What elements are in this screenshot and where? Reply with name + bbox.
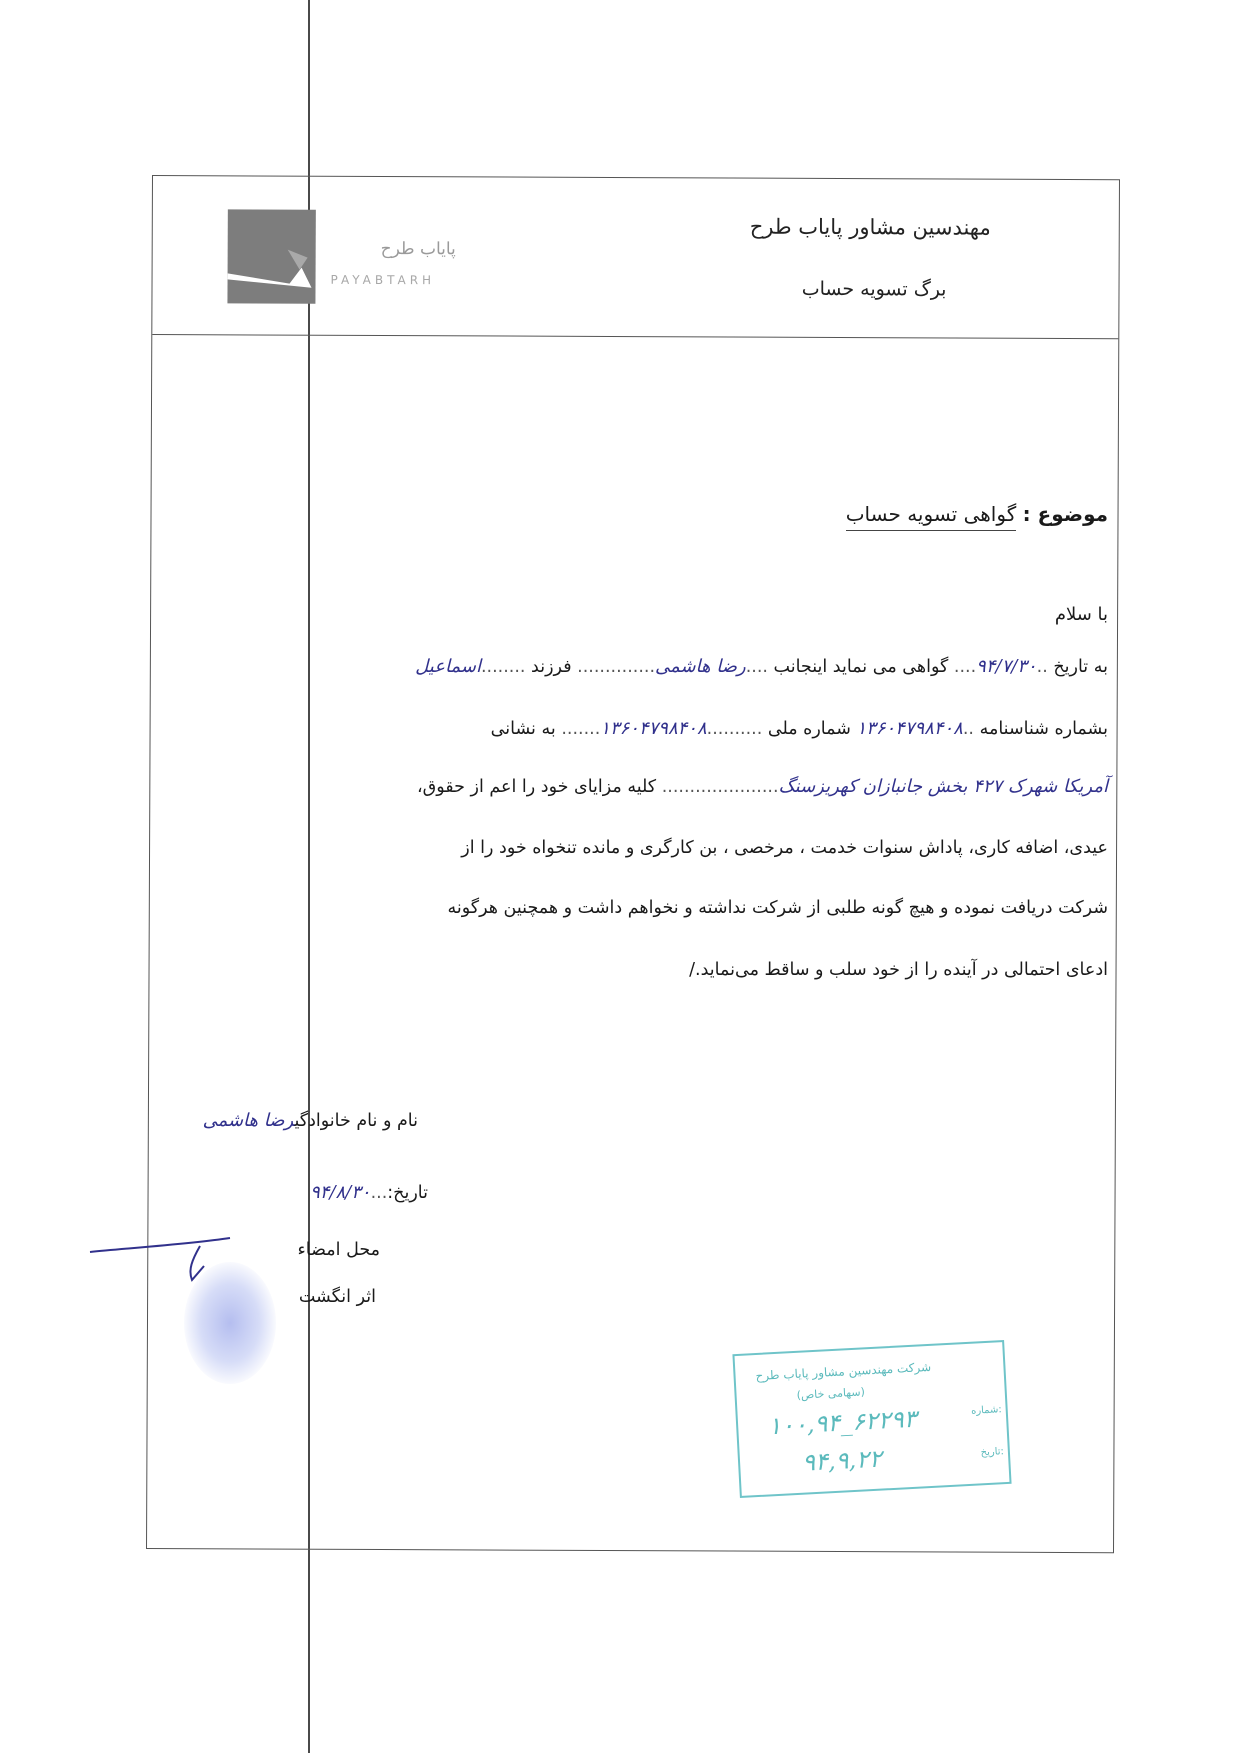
handwritten-sig-date: ۹۴/۸/۳۰ (310, 1182, 371, 1203)
logo-text-fa: پایاب طرح (380, 238, 456, 260)
fingerprint-mark (184, 1262, 276, 1384)
header-divider (152, 334, 1118, 339)
stamp-date: ۹۴,۹,۲۲ (801, 1444, 883, 1477)
subject-line (846, 502, 1108, 526)
greeting: با سلام (1054, 604, 1108, 625)
handwritten-id: ۱۳۶۰۴۷۹۸۴۰۸ (856, 718, 963, 739)
name-label: نام و نام خانوادگی (294, 1111, 418, 1131)
body-line-6: ادعای احتمالی در آینده را از خود سلب و ساقط می‌نماید./ (689, 960, 1108, 980)
company-stamp (732, 1340, 1011, 1498)
stamp-date-label: تاریخ: (980, 1446, 1005, 1459)
stamp-org: شرکت مهندسین مشاور پایاب طرح (755, 1359, 932, 1384)
company-name: مهندسین مشاور پایاب طرح (749, 214, 991, 240)
fingerprint-label: اثر انگشت (298, 1287, 376, 1307)
signature-date-line: تاریخ:...۹۴/۸/۳۰ (310, 1182, 428, 1203)
text-child-of: فرزند (531, 657, 572, 677)
text-certify: گواهی می نماید اینجانب (773, 657, 949, 677)
subject-label: موضوع : (1022, 502, 1108, 526)
text-id-label: بشماره شناسنامه (979, 719, 1108, 739)
signature-name-line (203, 1110, 418, 1131)
company-logo (227, 209, 315, 303)
body-line-1: به تاریخ ..۹۴/۷/۳۰.... گواهی می نماید اینجانب ....رضا هاشمی.............. فرزند ........اسماعیل (415, 656, 1108, 677)
handwritten-nid: ۱۳۶۰۴۷۹۸۴۰۸ (600, 718, 707, 739)
stamp-number: ۱۰۰,۹۴_۶۲۲۹۳ (767, 1404, 918, 1441)
handwritten-sig-name: رضا هاشمی (202, 1110, 295, 1131)
text-date-label: به تاریخ (1053, 657, 1108, 677)
stamp-number-label: شماره: (970, 1404, 1002, 1417)
logo-text-en: PAYABTARH (330, 272, 436, 288)
form-title: برگ تسویه حساب (801, 277, 947, 301)
text-nid-label: شماره ملی (767, 719, 851, 739)
text-benefits: کلیه مزایای خود را اعم از حقوق، (417, 777, 657, 797)
body-line-5: شرکت دریافت نموده و هیچ گونه طلبی از شرکت نداشته و نخواهم داشت و همچنین هرگونه (447, 898, 1108, 918)
handwritten-name: رضا هاشمی (655, 656, 746, 677)
handwritten-address: آمریکا شهرک ۴۲۷ بخش جانبازان کهریزسنگ (778, 776, 1108, 797)
body-line-2: بشماره شناسنامه ..۱۳۶۰۴۷۹۸۴۰۸ شماره ملی ..........۱۳۶۰۴۷۹۸۴۰۸....... به نشانی (490, 718, 1108, 739)
handwritten-father: اسماعیل (415, 656, 481, 677)
date-label: تاریخ: (387, 1183, 428, 1203)
signature-place-label: محل امضاء (297, 1240, 380, 1260)
handwritten-date: ۹۴/۷/۳۰ (976, 656, 1037, 677)
subject-value: گواهی تسویه حساب (846, 502, 1017, 531)
body-line-3: آمریکا شهرک ۴۲۷ بخش جانبازان کهریزسنگ..................... کلیه مزایای خود را اعم از حقوق، (417, 776, 1108, 797)
stamp-sub: (سهامی خاص) (796, 1385, 866, 1402)
body-line-4: عیدی، اضافه کاری، پاداش سنوات خدمت ، مرخصی ، بن کارگری و مانده تنخواه خود را از (461, 838, 1108, 858)
text-address-label: به نشانی (490, 719, 556, 739)
